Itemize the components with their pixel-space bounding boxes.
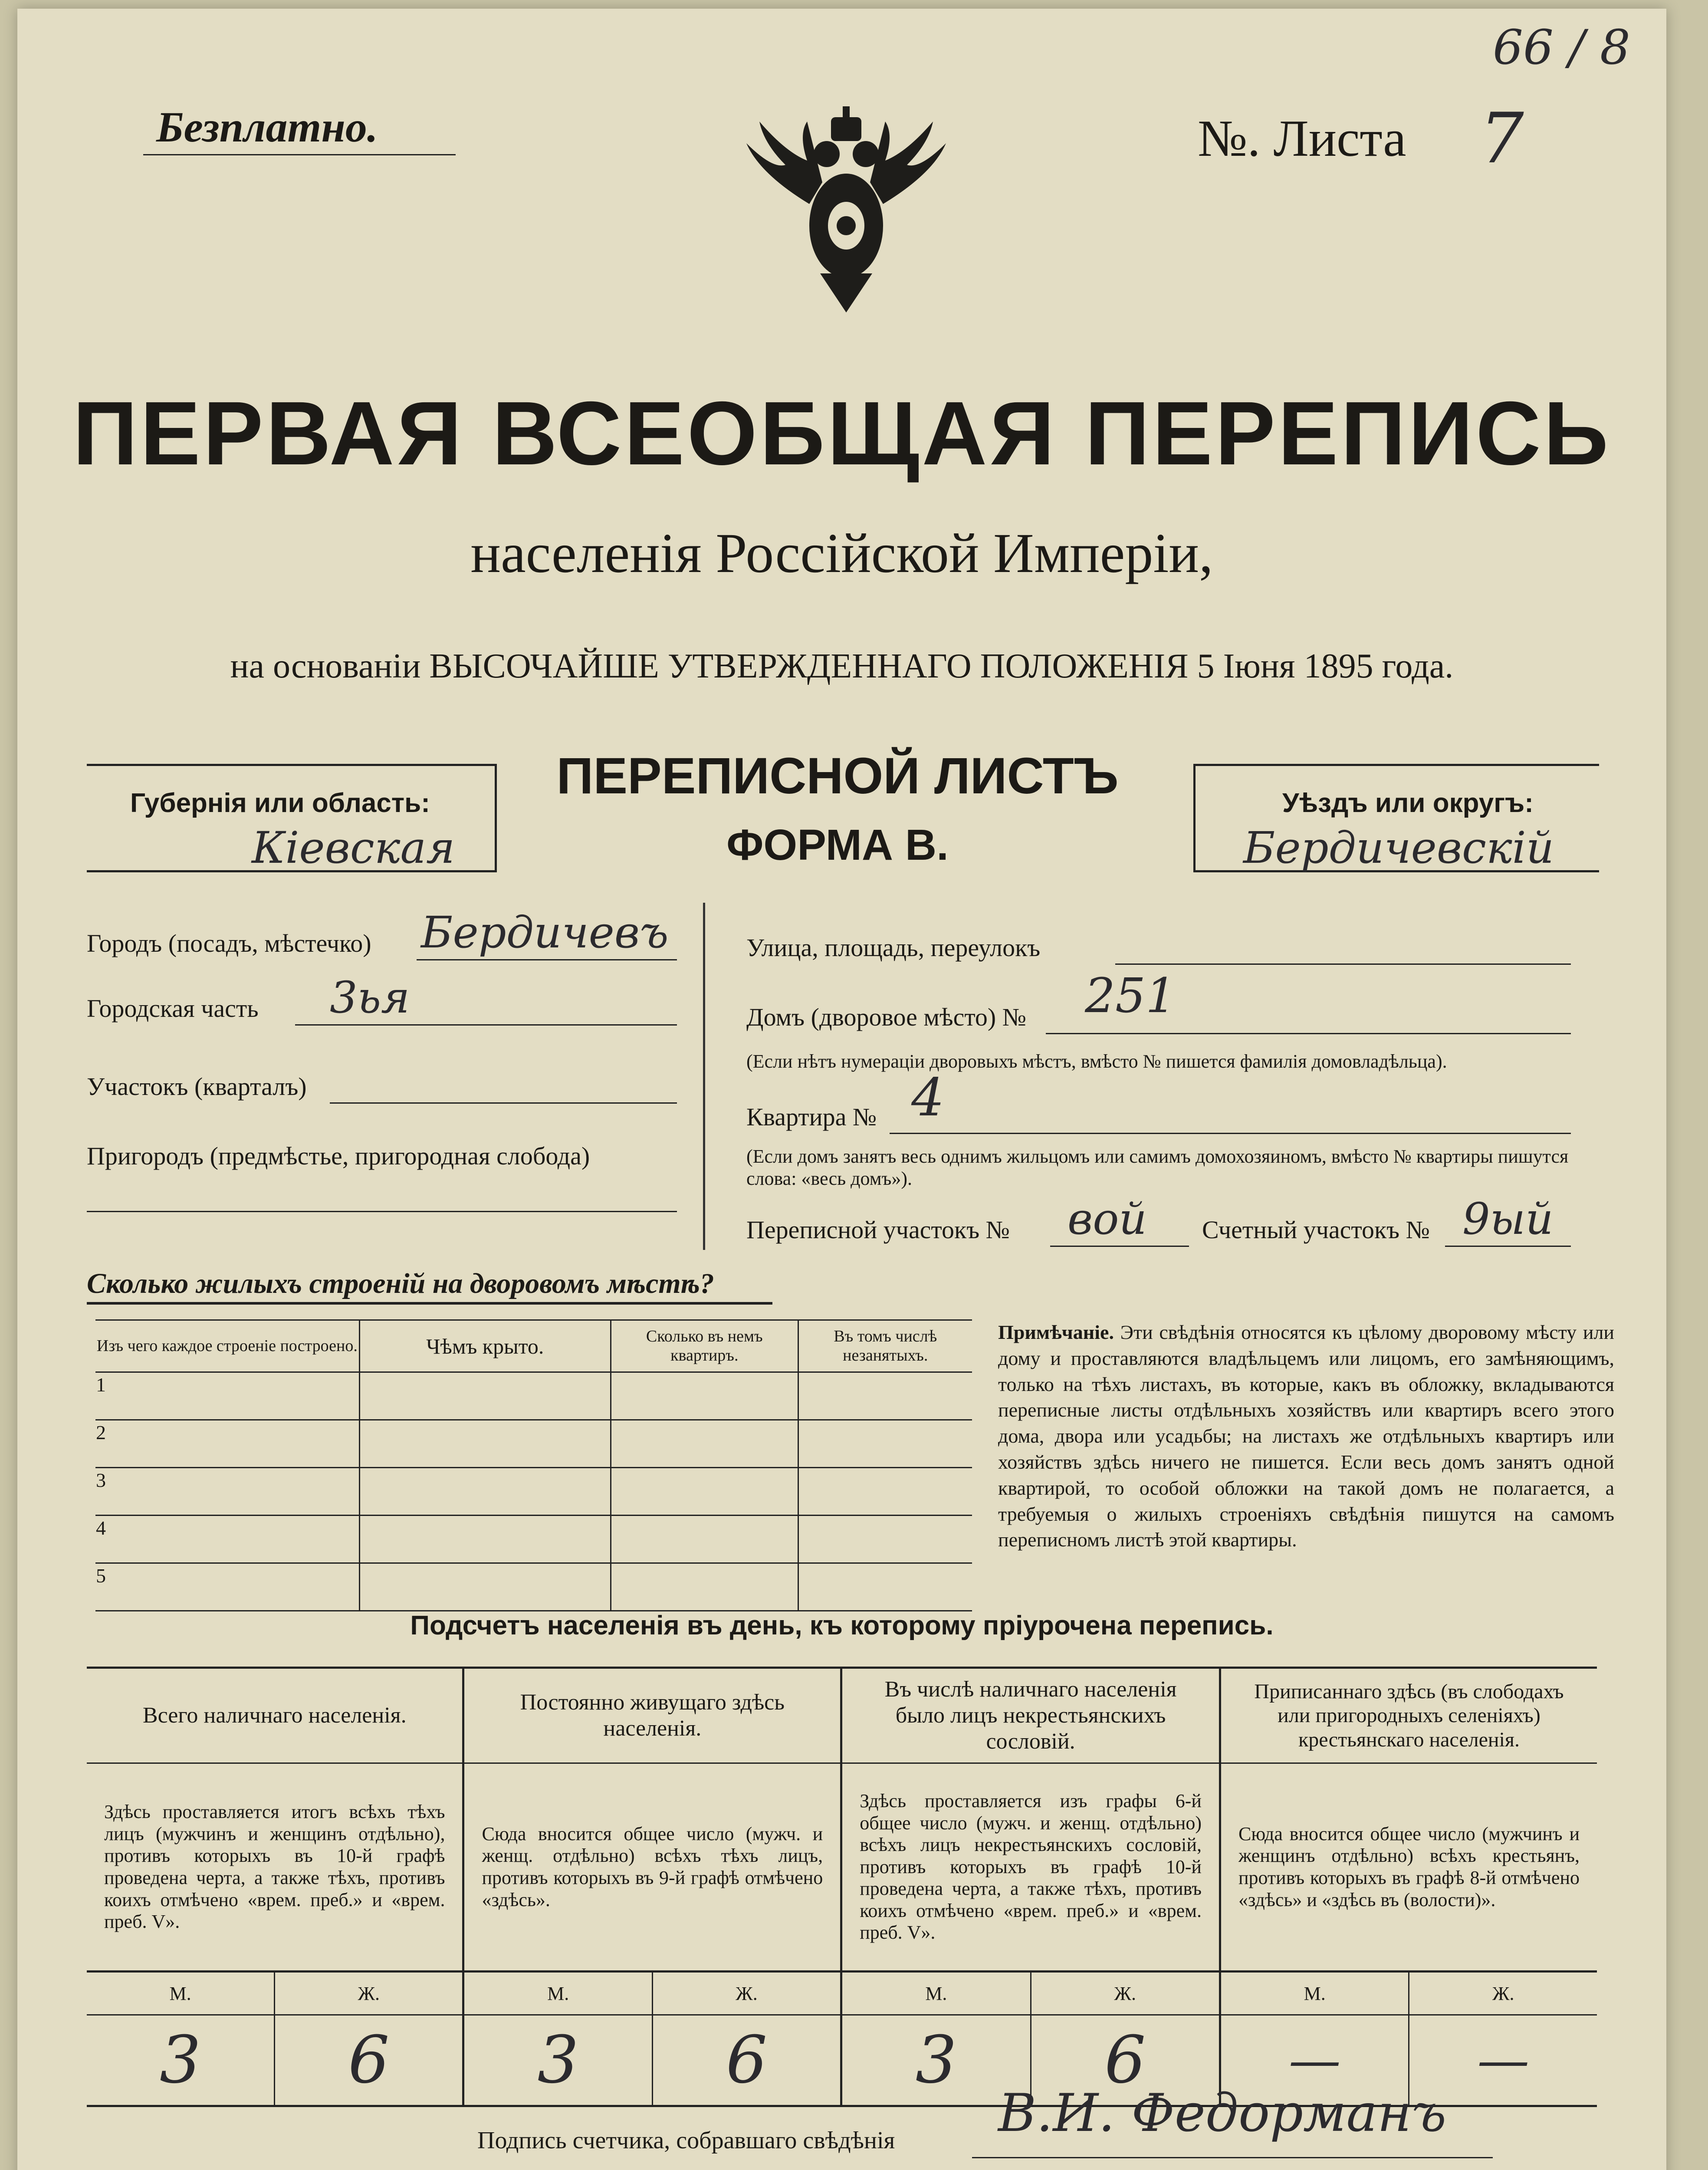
buildings-col-vacant: Въ томъ числѣ незанятыхъ.: [798, 1320, 972, 1372]
address-divider: [703, 903, 705, 1250]
row-number: 5: [95, 1563, 359, 1611]
nonpeasant-male-value[interactable]: 3: [841, 2015, 1031, 2106]
double-headed-eagle-emblem: [733, 95, 959, 321]
street-line: [1115, 963, 1571, 965]
population-table: [87, 1667, 1597, 2107]
census-sheet: [17, 9, 1666, 2170]
population-col-permanent-desc: Сюда вносится общее число (мужч. и женщ. отдѣльно) всѣхъ тѣхъ лицъ, противъ которыхъ въ 9-й графѣ отмѣчено «здѣсь».: [463, 1763, 841, 1972]
row-number: 4: [95, 1516, 359, 1563]
female-header: Ж.: [652, 1972, 841, 2015]
row-number: 2: [95, 1420, 359, 1468]
city-part-label: Городская часть: [87, 994, 259, 1023]
population-col-nonpeasant-head: Въ числѣ наличнаго населенія было лицъ некрестьянскихъ сословій.: [841, 1668, 1220, 1763]
population-col-permanent-head: Постоянно живущаго здѣсь населенія.: [463, 1668, 841, 1763]
peasant-female-value[interactable]: —: [1409, 2015, 1597, 2106]
male-header: М.: [841, 1972, 1031, 2015]
table-row: [95, 1516, 972, 1563]
roof-cell[interactable]: [359, 1420, 611, 1468]
census-precinct-label: Переписной участокъ №: [746, 1216, 1010, 1244]
suburb-line: [87, 1211, 677, 1212]
form-title: ПЕРЕПИСНОЙ ЛИСТЪ: [556, 747, 1119, 805]
roof-cell[interactable]: [359, 1516, 611, 1563]
note-text: Эти свѣдѣнія относятся къ цѣлому дворовому мѣсту или дому и проставляются владѣльцемъ или лицомъ, его замѣняющимъ, только на тѣхъ листахъ, въ которые, какъ въ обложку, вкладываются переписные листы отдѣльныхъ хозяйствъ или квартиръ всего этого дома, двора или усадьбы; на листахъ же отдѣльныхъ квартиръ или хозяйствъ здѣсь ничего не пишется. Если весь домъ занятъ одной квартирой, то особой обложки на такой домъ не полагается, а требуемыя о жилыхъ строеніяхъ свѣдѣнія пишутся на самомъ переписномъ листѣ этой квартиры.: [998, 1321, 1615, 1551]
population-title: Подсчетъ населенія въ день, къ которому пріурочена перепись.: [410, 1611, 1274, 1641]
male-header: М.: [1220, 1972, 1409, 2015]
guberniya-label: Губернія или область:: [130, 788, 430, 818]
female-header: Ж.: [1409, 1972, 1597, 2015]
vacant-cell[interactable]: [798, 1468, 972, 1516]
sheet-number-label: №. Листа: [1198, 109, 1406, 167]
signature-value[interactable]: В.И. Федорманъ: [998, 2083, 1447, 2144]
male-header: М.: [87, 1972, 275, 2015]
signature-line: [972, 2157, 1493, 2158]
table-row: [95, 1372, 972, 1420]
apartments-cell[interactable]: [611, 1372, 798, 1420]
note-block: [998, 1319, 1614, 1553]
subtitle: населенія Россійской Имперіи,: [470, 522, 1213, 585]
vacant-cell[interactable]: [798, 1563, 972, 1611]
buildings-col-apartments: Сколько въ немъ квартиръ.: [611, 1320, 798, 1372]
buildings-col-roof: Чѣмъ крыто.: [359, 1320, 611, 1372]
city-part-value[interactable]: 3ья: [330, 972, 410, 1023]
city-label: Городъ (посадъ, мѣстечко): [87, 929, 371, 957]
male-header: М.: [463, 1972, 652, 2015]
apartments-cell[interactable]: [611, 1516, 798, 1563]
apartments-cell[interactable]: [611, 1468, 798, 1516]
buildings-col-material: Изъ чего каждое строеніе построено.: [95, 1320, 359, 1372]
free-underline: [143, 154, 456, 155]
permanent-male-value[interactable]: 3: [463, 2015, 652, 2106]
population-col-total-desc: Здѣсь проставляется итогъ всѣхъ тѣхъ лицъ (мужчинъ и женщинъ отдѣльно), противъ которыхъ въ 10-й графѣ проведена черта, а также тѣхъ, противъ коихъ отмѣчено «врем. преб.» и «врем. преб. V».: [87, 1763, 463, 1972]
total-male-value[interactable]: 3: [87, 2015, 275, 2106]
peasant-male-value[interactable]: —: [1220, 2015, 1409, 2106]
corner-number: 66 / 8: [1493, 20, 1630, 75]
vacant-cell[interactable]: [798, 1372, 972, 1420]
signature-label: Подпись счетчика, собравшаго свѣдѣнія: [477, 2127, 895, 2154]
row-number: 1: [95, 1372, 359, 1420]
buildings-rule: [87, 1302, 772, 1305]
female-header: Ж.: [1031, 1972, 1220, 2015]
apartments-cell[interactable]: [611, 1420, 798, 1468]
table-row: [95, 1468, 972, 1516]
suburb-label: Пригородъ (предмѣстье, пригородная слобода): [87, 1142, 590, 1170]
population-col-peasant-head: Приписаннаго здѣсь (въ слободахъ или пригородныхъ селеніяхъ) крестьянскаго населенія.: [1254, 1680, 1564, 1751]
count-precinct-value[interactable]: 9ый: [1462, 1194, 1554, 1244]
buildings-table: [95, 1319, 972, 1611]
table-row: [95, 1420, 972, 1468]
roof-cell[interactable]: [359, 1468, 611, 1516]
sheet-number-value: 7: [1480, 98, 1524, 179]
nonpeasant-female-value[interactable]: 6: [1031, 2015, 1220, 2106]
free-label: Безплатно.: [156, 103, 378, 151]
roof-cell[interactable]: [359, 1372, 611, 1420]
main-title: ПЕРВАЯ ВСЕОБЩАЯ ПЕРЕПИСЬ: [72, 383, 1611, 484]
permanent-female-value[interactable]: 6: [652, 2015, 841, 2106]
count-precinct-label: Счетный участокъ №: [1202, 1216, 1430, 1244]
population-col-total-head: Всего наличнаго населенія.: [87, 1668, 463, 1763]
table-row: [95, 1563, 972, 1611]
precinct-line: [330, 1102, 677, 1104]
count-precinct-line: [1445, 1246, 1571, 1247]
city-line: [417, 959, 677, 960]
street-label: Улица, площадь, переулокъ: [746, 934, 1041, 962]
house-line: [1046, 1033, 1571, 1034]
basis-line: на основаніи ВЫСОЧАЙШЕ УТВЕРЖДЕННАГО ПОЛОЖЕНІЯ 5 Іюня 1895 года.: [230, 647, 1454, 685]
note-head: Примѣчаніе.: [998, 1321, 1114, 1343]
female-header: Ж.: [275, 1972, 463, 2015]
form-code: ФОРМА В.: [726, 821, 949, 869]
total-female-value[interactable]: 6: [275, 2015, 463, 2106]
house-label: Домъ (дворовое мѣсто) №: [746, 1003, 1027, 1031]
house-value[interactable]: 251: [1085, 968, 1176, 1023]
apartment-note: (Если домъ занятъ весь однимъ жильцомъ или самимъ домохозяиномъ, вмѣсто № квартиры пишутся слова: «весь домъ»).: [746, 1146, 1569, 1189]
precinct-label: Участокъ (кварталъ): [87, 1072, 307, 1101]
vacant-cell[interactable]: [798, 1516, 972, 1563]
city-value[interactable]: Бердичевъ: [421, 907, 669, 958]
uezd-box: [1193, 764, 1599, 872]
guberniya-value[interactable]: Кіевская: [252, 822, 455, 873]
population-col-nonpeasant-desc: Здѣсь проставляется изъ графы 6-й общее число (мужч. и женщ. отдѣльно) всѣхъ лицъ некрестьянскихъ сословій, противъ которыхъ въ графѣ 10-й проведена черта, а также тѣхъ, противъ коихъ отмѣчено «врем. преб.» и «врем. преб. V».: [841, 1763, 1220, 1972]
apartments-cell[interactable]: [611, 1563, 798, 1611]
row-number: 3: [95, 1468, 359, 1516]
uezd-label: Уѣздъ или округъ:: [1282, 788, 1534, 818]
census-precinct-value[interactable]: вой: [1068, 1194, 1147, 1244]
uezd-value[interactable]: Бердичевскій: [1243, 822, 1554, 873]
apartment-label: Квартира №: [746, 1103, 877, 1131]
apartment-value[interactable]: 4: [911, 1068, 945, 1128]
population-col-peasant-desc: Сюда вносится общее число (мужчинъ и женщинъ отдѣльно) всѣхъ крестьянъ, противъ которыхъ въ графѣ 8-й отмѣчено «здѣсь» и «здѣсь въ (волости)».: [1220, 1763, 1597, 1972]
city-part-line: [295, 1024, 677, 1026]
census-precinct-line: [1050, 1246, 1189, 1247]
roof-cell[interactable]: [359, 1563, 611, 1611]
apartment-line: [890, 1133, 1571, 1134]
house-note: (Если нѣтъ нумераціи дворовыхъ мѣстъ, вмѣсто № пишется фамилія домовладѣльца).: [746, 1051, 1447, 1072]
guberniya-box: [87, 764, 497, 872]
buildings-question: Сколько жилыхъ строеній на дворовомъ мѣстѣ?: [87, 1268, 714, 1299]
vacant-cell[interactable]: [798, 1420, 972, 1468]
